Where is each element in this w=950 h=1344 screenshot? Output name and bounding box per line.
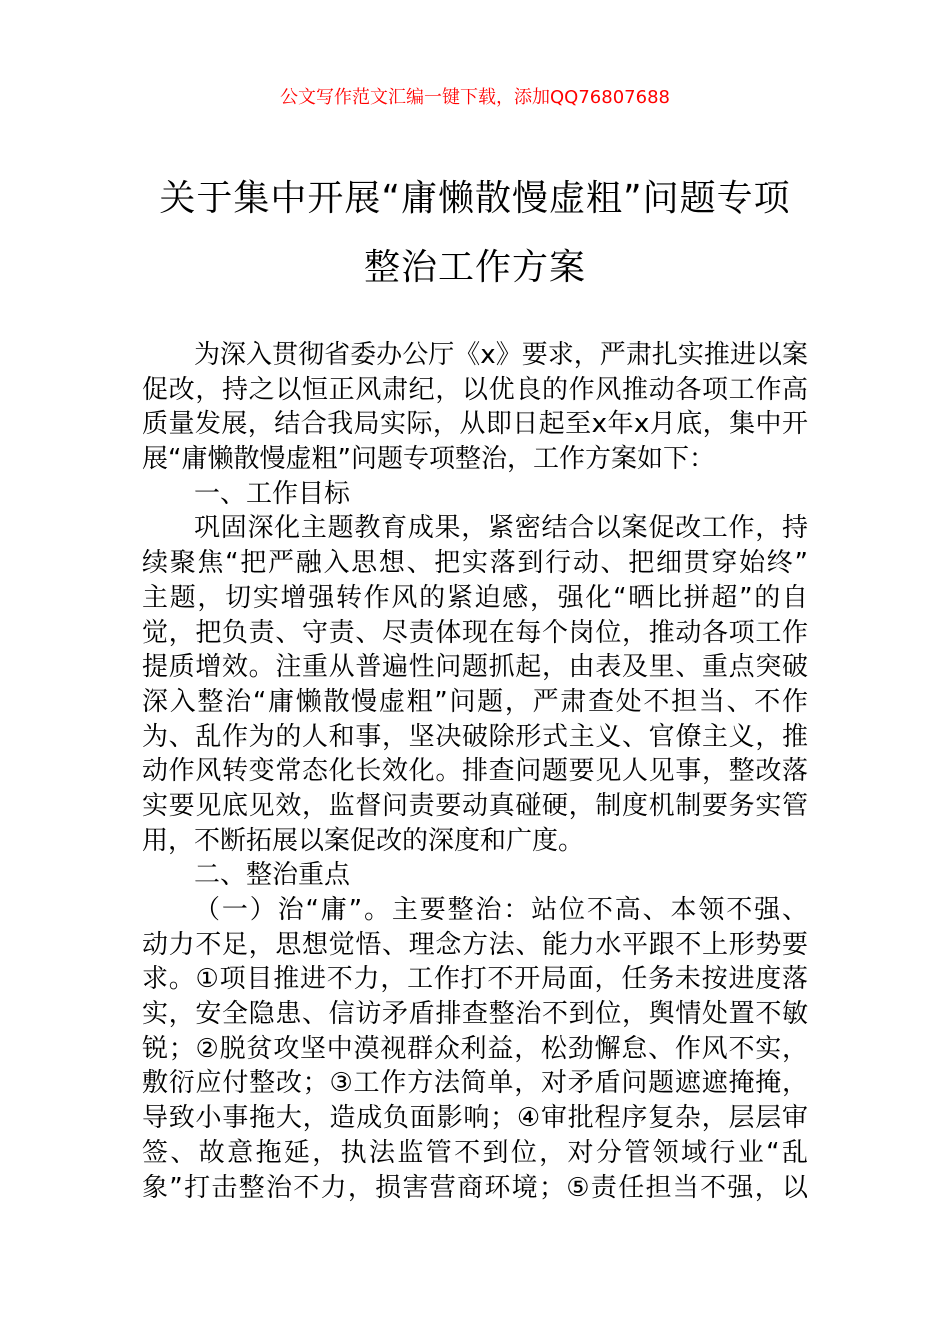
body-line-17: （一）治“庸”。主要整治：站位不高、本领不强、 xyxy=(194,895,808,925)
document-body xyxy=(142,338,808,1205)
body-line-11: 深入整治“庸懒散慢虚粗”问题，严肃查处不担当、不作 xyxy=(142,686,808,717)
body-line-21: 锐；②脱贫攻坚中漠视群众利益，松劲懈怠、作风不实， xyxy=(142,1033,808,1064)
body-line-9: 觉，把负责、守责、尽责体现在每个岗位，推动各项工作 xyxy=(142,617,808,648)
document-title-line-1: 关于集中开展“庸懒散慢虚粗”问题专项 xyxy=(159,178,791,219)
section-heading-2: 二、整治重点 xyxy=(194,860,351,891)
body-line-25: 象”打击整治不力，损害营商环境；⑤责任担当不强，以 xyxy=(142,1172,808,1203)
body-line-12: 为、乱作为的人和事，坚决破除形式主义、官僚主义，推 xyxy=(142,721,808,752)
body-line-24: 签、故意拖延，执法监管不到位，对分管领域行业“乱 xyxy=(142,1137,808,1168)
body-line-3: 质量发展，结合我局实际，从即日起至x年x月底，集中开 xyxy=(142,409,808,440)
body-line-4: 展“庸懒散慢虚粗”问题专项整治，工作方案如下： xyxy=(142,444,715,475)
body-line-19: 求。①项目推进不力，工作打不开局面，任务未按进度落 xyxy=(142,964,808,995)
body-line-23: 导致小事拖大，造成负面影响；④审批程序复杂，层层审 xyxy=(142,1103,808,1134)
body-line-13: 动作风转变常态化长效化。排查问题要见人见事，整改落 xyxy=(142,756,808,787)
body-line-22: 敷衍应付整改；③工作方法简单，对矛盾问题遮遮掩掩， xyxy=(142,1068,808,1099)
body-line-1: 为深入贯彻省委办公厅《x》要求，严肃扎实推进以案 xyxy=(194,340,808,370)
body-line-6: 巩固深化主题教育成果，紧密结合以案促改工作，持 xyxy=(194,513,808,544)
body-line-14: 实要见底见效，监督问责要动真碰硬，制度机制要务实管 xyxy=(142,790,808,821)
body-line-7: 续聚焦“把严融入思想、把实落到行动、把细贯穿始终” xyxy=(142,548,808,579)
body-line-18: 动力不足，思想觉悟、理念方法、能力水平跟不上形势要 xyxy=(142,929,808,960)
body-line-15: 用，不断拓展以案促改的深度和广度。 xyxy=(142,825,585,856)
body-line-10: 提质增效。注重从普遍性问题抓起，由表及里、重点突破 xyxy=(142,652,808,683)
section-heading-1: 一、工作目标 xyxy=(194,478,351,509)
document-title-line-2: 整治工作方案 xyxy=(363,247,586,288)
body-line-8: 主题，切实增强转作风的紧迫感，强化“晒比拼超”的自 xyxy=(142,582,808,613)
body-line-20: 实，安全隐患、信访矛盾排查整治不到位，舆情处置不敏 xyxy=(142,999,808,1030)
body-line-2: 促改，持之以恒正风肃纪，以优良的作风推动各项工作高 xyxy=(142,374,808,405)
download-note: 公文写作范文汇编一键下载，添加QQ76807688 xyxy=(280,87,670,108)
